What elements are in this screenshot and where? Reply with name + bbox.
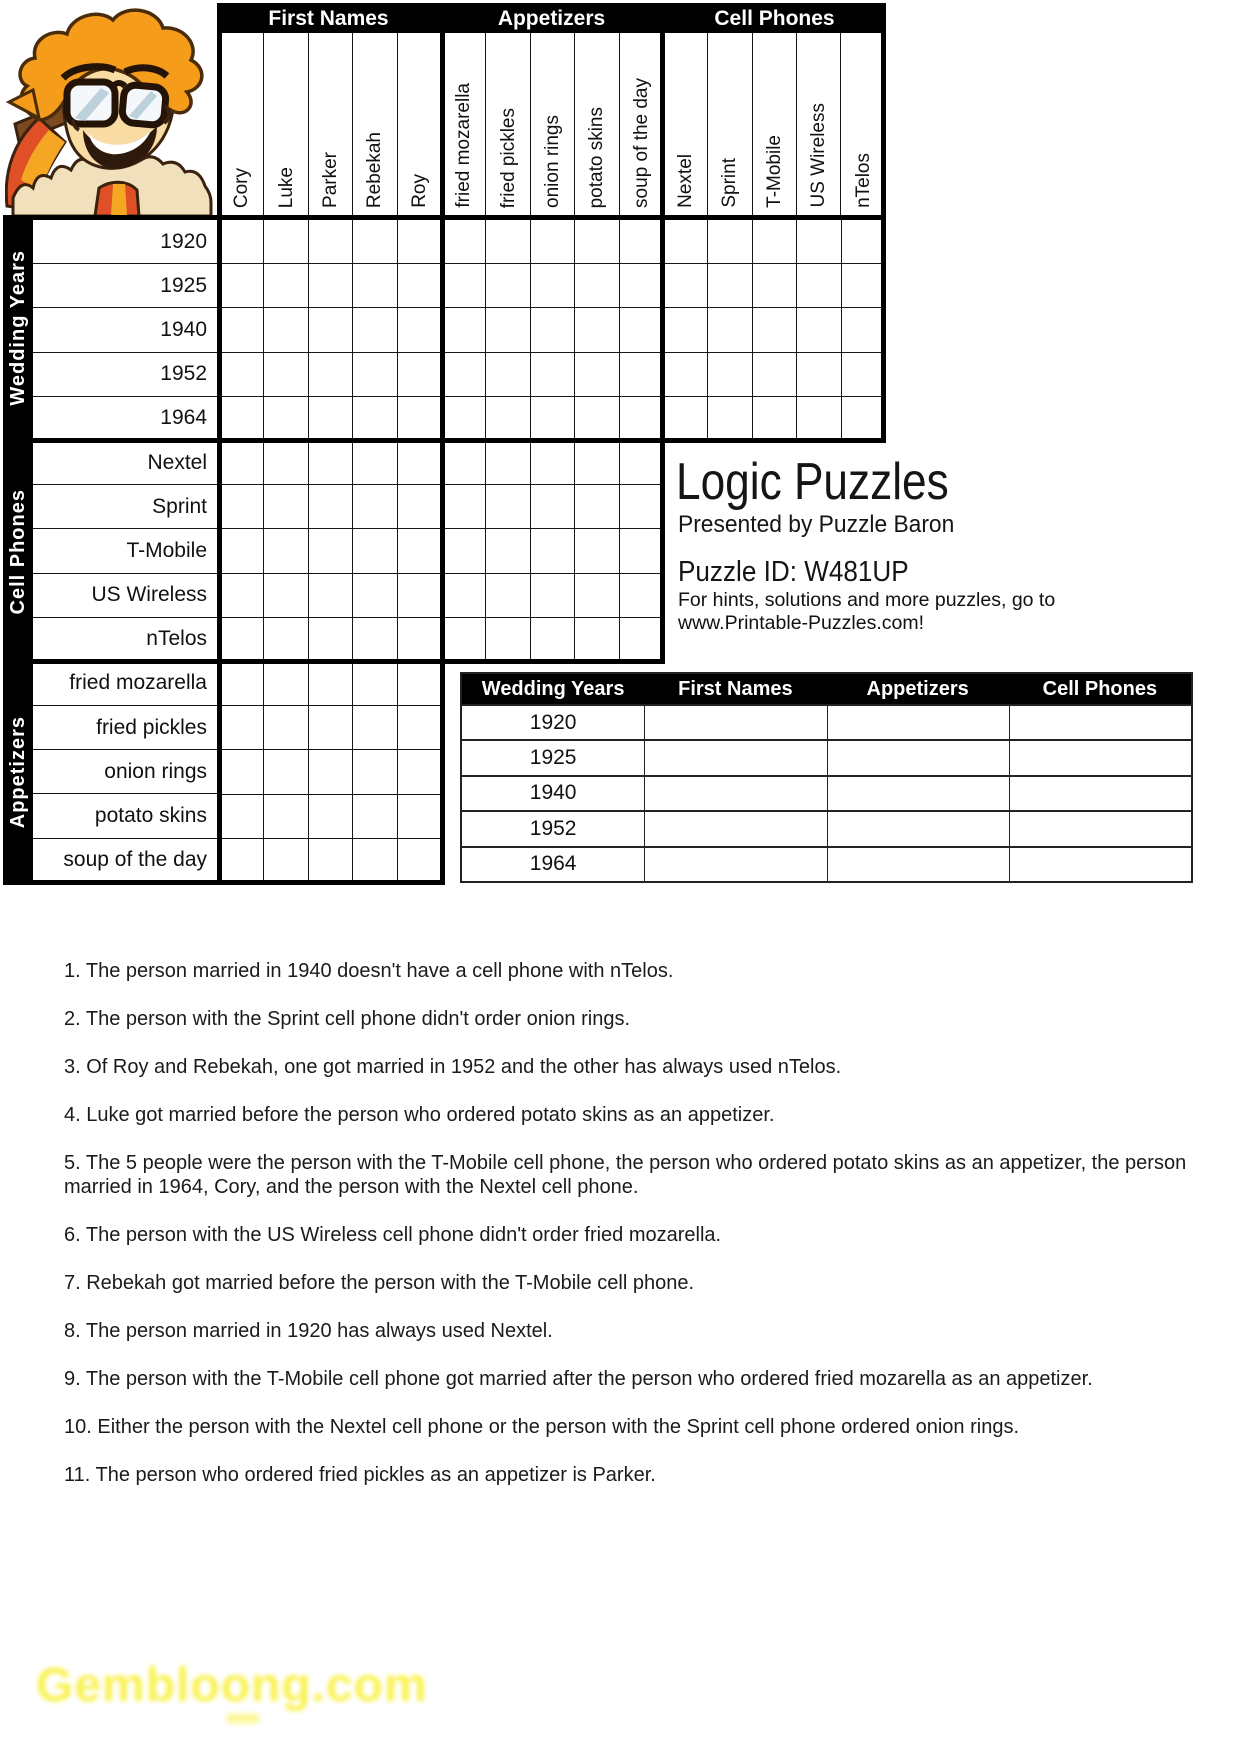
grid-cell[interactable]	[486, 529, 530, 573]
grid-cell[interactable]	[353, 264, 397, 308]
row-label: Nextel	[33, 441, 217, 485]
solution-answer-cell[interactable]	[1009, 775, 1191, 810]
solution-answer-cell[interactable]	[1009, 704, 1191, 739]
solution-answer-cell[interactable]	[827, 704, 1009, 739]
grid-cell[interactable]	[353, 529, 397, 573]
grid-cell[interactable]	[842, 397, 886, 441]
hint-text-line2: www.Printable-Puzzles.com!	[678, 612, 924, 634]
grid-cell[interactable]	[309, 485, 353, 529]
grid-cell[interactable]	[575, 529, 619, 573]
clue: 10. Either the person with the Nextel cell phone or the person with the Sprint cell phone ordered onion rings.	[64, 1415, 1020, 1438]
grid-cell[interactable]	[575, 441, 619, 485]
grid-cell[interactable]	[309, 220, 353, 264]
grid-cell[interactable]	[575, 220, 619, 264]
column-label: US Wireless	[808, 103, 830, 208]
row-group-bar-cell-phones	[3, 441, 33, 662]
clue: 11. The person who ordered fried pickles as an appetizer is Parker.	[64, 1463, 656, 1486]
grid-cell[interactable]	[531, 529, 575, 573]
clue: 2. The person with the Sprint cell phone didn't order onion rings.	[64, 1008, 631, 1030]
clue: 9. The person with the T-Mobile cell phone got married after the person who ordered fried mozarella as an appetizer.	[64, 1367, 1093, 1390]
grid-cell[interactable]	[398, 353, 442, 397]
column-label: Cory	[231, 167, 253, 208]
grid-cell[interactable]	[353, 308, 397, 352]
solution-year-cell: 1940	[462, 775, 644, 810]
grid-cell[interactable]	[664, 353, 708, 397]
column-label-cell	[620, 33, 664, 215]
grid-cell[interactable]	[220, 441, 264, 485]
column-label-cell	[708, 33, 752, 215]
grid-cell[interactable]	[708, 397, 752, 441]
column-label-cell	[841, 33, 885, 215]
grid-cell[interactable]	[309, 264, 353, 308]
grid-cell[interactable]	[442, 397, 486, 441]
solution-answer-cell[interactable]	[644, 810, 826, 845]
grid-cell[interactable]	[708, 308, 752, 352]
grid-block	[664, 220, 886, 441]
grid-cell[interactable]	[442, 529, 486, 573]
page-title: Logic Puzzles	[676, 453, 949, 511]
column-label-cell	[353, 33, 397, 215]
grid-cell[interactable]	[797, 264, 841, 308]
grid-cell[interactable]	[353, 618, 397, 662]
column-label-cell	[753, 33, 797, 215]
row-labels	[33, 220, 217, 883]
grid-cell[interactable]	[309, 308, 353, 352]
grid-cell[interactable]	[398, 795, 442, 839]
grid-line	[881, 3, 886, 443]
grid-cell[interactable]	[398, 529, 442, 573]
grid-cell[interactable]	[531, 574, 575, 618]
grid-cell[interactable]	[708, 220, 752, 264]
clue: 6. The person with the US Wireless cell phone didn't order fried mozarella.	[64, 1223, 722, 1246]
solution-year-cell: 1925	[462, 739, 644, 774]
clue: 1. The person married in 1940 doesn't have a cell phone with nTelos.	[64, 960, 674, 982]
grid-line	[3, 659, 664, 664]
column-label-cell	[398, 33, 442, 215]
solution-year-cell: 1964	[462, 846, 644, 881]
grid-cell[interactable]	[398, 618, 442, 662]
grid-cell[interactable]	[264, 220, 308, 264]
grid-cell[interactable]	[264, 308, 308, 352]
grid-cell[interactable]	[264, 662, 308, 706]
column-label: onion rings	[541, 115, 563, 208]
grid-cell[interactable]	[220, 485, 264, 529]
solution-answer-cell[interactable]	[1009, 810, 1191, 845]
grid-cell[interactable]	[353, 662, 397, 706]
solution-header-wedding-years: Wedding Years	[481, 678, 625, 700]
grid-cell[interactable]	[442, 485, 486, 529]
grid-cell[interactable]	[620, 353, 664, 397]
grid-cell[interactable]	[398, 441, 442, 485]
grid-cell[interactable]	[486, 397, 530, 441]
hair-spike	[9, 90, 39, 118]
column-label-cell	[309, 33, 353, 215]
grid-cell[interactable]	[575, 353, 619, 397]
grid-cell[interactable]	[264, 529, 308, 573]
grid-cell[interactable]	[753, 397, 797, 441]
grid-cell[interactable]	[575, 397, 619, 441]
solution-year-cell: 1952	[462, 810, 644, 845]
grid-cell[interactable]	[575, 308, 619, 352]
solution-table-body	[462, 704, 1191, 881]
grid-block	[442, 441, 664, 662]
clue-list	[64, 960, 1199, 1512]
grid-cell[interactable]	[797, 220, 841, 264]
grid-cell[interactable]	[620, 529, 664, 573]
row-label: 1952	[33, 353, 217, 397]
grid-cell[interactable]	[486, 441, 530, 485]
grid-cell[interactable]	[486, 220, 530, 264]
solution-answer-cell[interactable]	[644, 739, 826, 774]
grid-cell[interactable]	[220, 308, 264, 352]
grid-cell[interactable]	[531, 397, 575, 441]
grid-cell[interactable]	[264, 750, 308, 794]
column-label: Nextel	[675, 154, 697, 208]
grid-cell[interactable]	[398, 662, 442, 706]
watermark-smudge	[226, 1714, 260, 1723]
row-group-title-wedding-years: Wedding Years	[6, 250, 29, 406]
row-label: fried pickles	[33, 706, 217, 750]
solution-header-cell-phones: Cell Phones	[1042, 678, 1158, 700]
column-label-cell	[220, 33, 264, 215]
row-label: 1925	[33, 264, 217, 308]
grid-cell[interactable]	[398, 220, 442, 264]
grid-cell[interactable]	[353, 397, 397, 441]
grid-cell[interactable]	[353, 441, 397, 485]
grid-cell[interactable]	[797, 353, 841, 397]
grid-cell[interactable]	[309, 706, 353, 750]
row-group-title-appetizers: Appetizers	[6, 716, 29, 829]
grid-cell[interactable]	[620, 220, 664, 264]
grid-cell[interactable]	[531, 353, 575, 397]
column-label-cell	[264, 33, 308, 215]
solution-table-header	[462, 674, 1191, 704]
row-label: T-Mobile	[33, 529, 217, 573]
grid-cell[interactable]	[797, 397, 841, 441]
grid-cell[interactable]	[220, 795, 264, 839]
row-label: 1940	[33, 308, 217, 352]
grid-cell[interactable]	[620, 441, 664, 485]
grid-cell[interactable]	[575, 618, 619, 662]
grid-cell[interactable]	[309, 441, 353, 485]
grid-block	[220, 220, 442, 441]
grid-cell[interactable]	[753, 220, 797, 264]
grid-cell[interactable]	[442, 441, 486, 485]
grid-cell[interactable]	[309, 795, 353, 839]
mascot-illustration	[5, 2, 217, 216]
solution-answer-cell[interactable]	[827, 810, 1009, 845]
row-label: nTelos	[33, 618, 217, 662]
grid-cell[interactable]	[398, 485, 442, 529]
solution-answer-cell[interactable]	[1009, 846, 1191, 881]
grid-cell[interactable]	[620, 397, 664, 441]
grid-cell[interactable]	[842, 308, 886, 352]
grid-cell[interactable]	[309, 397, 353, 441]
grid-line	[3, 880, 444, 885]
grid-cell[interactable]	[620, 574, 664, 618]
grid-cell[interactable]	[309, 574, 353, 618]
grid-block	[442, 220, 664, 441]
watermark: Gembloong.com	[36, 1659, 428, 1712]
grid-cell[interactable]	[486, 618, 530, 662]
column-label: T-Mobile	[763, 135, 785, 208]
column-label: soup of the day	[630, 78, 652, 208]
column-label: Roy	[408, 174, 430, 208]
column-label-cell	[442, 33, 486, 215]
clue: 4. Luke got married before the person who ordered potato skins as an appetizer.	[64, 1104, 775, 1126]
row-group-title-cell-phones: Cell Phones	[6, 488, 29, 615]
column-labels	[220, 33, 886, 215]
clue: 7. Rebekah got married before the person with the T-Mobile cell phone.	[64, 1271, 694, 1294]
grid-cell[interactable]	[620, 308, 664, 352]
grid-cell[interactable]	[797, 308, 841, 352]
grid-cell[interactable]	[398, 308, 442, 352]
grid-cell[interactable]	[753, 308, 797, 352]
grid-cell[interactable]	[664, 220, 708, 264]
solution-header-appetizers: Appetizers	[866, 678, 969, 700]
grid-cell[interactable]	[753, 353, 797, 397]
grid-cell[interactable]	[220, 353, 264, 397]
grid-cell[interactable]	[664, 264, 708, 308]
grid-cell[interactable]	[575, 574, 619, 618]
grid-cell[interactable]	[220, 574, 264, 618]
column-label: Sprint	[719, 158, 741, 208]
row-label: onion rings	[33, 750, 217, 794]
column-group-header-bar	[217, 3, 886, 33]
column-label: Luke	[275, 166, 297, 208]
grid-cell[interactable]	[842, 220, 886, 264]
grid-cell[interactable]	[220, 397, 264, 441]
solution-answer-cell[interactable]	[644, 704, 826, 739]
grid-line	[217, 33, 222, 885]
grid-cell[interactable]	[531, 308, 575, 352]
column-label-cell	[531, 33, 575, 215]
solution-year-cell: 1920	[462, 704, 644, 739]
column-label-cell	[797, 33, 841, 215]
clue: 8. The person married in 1920 has always used Nextel.	[64, 1319, 553, 1342]
grid-line	[660, 33, 665, 664]
puzzle-id: Puzzle ID: W481UP	[678, 556, 909, 588]
grid-cell[interactable]	[309, 618, 353, 662]
grid-cell[interactable]	[442, 308, 486, 352]
grid-cell[interactable]	[664, 308, 708, 352]
grid-cell[interactable]	[264, 706, 308, 750]
grid-cell[interactable]	[264, 574, 308, 618]
grid-cell[interactable]	[220, 529, 264, 573]
grid-cell[interactable]	[398, 839, 442, 883]
grid-cell[interactable]	[220, 264, 264, 308]
grid-cell[interactable]	[531, 220, 575, 264]
row-group-bar-wedding-years	[3, 215, 33, 441]
grid-cell[interactable]	[220, 662, 264, 706]
grid-cell[interactable]	[442, 618, 486, 662]
grid-cell[interactable]	[309, 662, 353, 706]
grid-cell[interactable]	[398, 750, 442, 794]
grid-cell[interactable]	[264, 618, 308, 662]
grid-cell[interactable]	[353, 795, 397, 839]
solution-answer-cell[interactable]	[644, 775, 826, 810]
row-label: US Wireless	[33, 574, 217, 618]
grid-cell[interactable]	[486, 574, 530, 618]
grid-cell[interactable]	[620, 618, 664, 662]
column-label: nTelos	[853, 153, 875, 208]
grid-cell[interactable]	[398, 574, 442, 618]
solution-answer-cell[interactable]	[827, 775, 1009, 810]
grid-cell[interactable]	[309, 529, 353, 573]
grid-cell[interactable]	[309, 750, 353, 794]
column-label: fried pickles	[497, 107, 519, 208]
solution-answer-cell[interactable]	[1009, 739, 1191, 774]
grid-cell[interactable]	[264, 839, 308, 883]
grid-cell[interactable]	[398, 706, 442, 750]
grid-cell[interactable]	[531, 264, 575, 308]
column-label: fried mozarella	[453, 83, 475, 208]
row-group-bar-appetizers	[3, 662, 33, 883]
grid-line	[440, 33, 445, 885]
grid-cell[interactable]	[486, 264, 530, 308]
grid-cell[interactable]	[442, 264, 486, 308]
grid-cell[interactable]	[531, 441, 575, 485]
grid-cell[interactable]	[353, 750, 397, 794]
grid-cell[interactable]	[708, 264, 752, 308]
grid-cell[interactable]	[575, 264, 619, 308]
grid-cell[interactable]	[309, 839, 353, 883]
page-subtitle: Presented by Puzzle Baron	[678, 511, 955, 538]
hint-text-line1: For hints, solutions and more puzzles, go to	[678, 589, 1056, 611]
grid-cell[interactable]	[220, 706, 264, 750]
row-label: soup of the day	[33, 839, 217, 883]
grid-cell[interactable]	[353, 485, 397, 529]
grid-cell[interactable]	[442, 220, 486, 264]
grid-cell[interactable]	[353, 353, 397, 397]
grid-cell[interactable]	[264, 485, 308, 529]
row-label: 1920	[33, 220, 217, 264]
grid-block	[220, 441, 442, 662]
grid-cell[interactable]	[620, 264, 664, 308]
grid-cell[interactable]	[398, 264, 442, 308]
grid-cell[interactable]	[309, 353, 353, 397]
grid-cell[interactable]	[220, 750, 264, 794]
column-label-cell	[664, 33, 708, 215]
grid-cell[interactable]	[664, 397, 708, 441]
grid-cell[interactable]	[842, 264, 886, 308]
goggle-bridge	[113, 83, 125, 86]
grid-cell[interactable]	[531, 618, 575, 662]
grid-cell[interactable]	[264, 441, 308, 485]
solution-answer-cell[interactable]	[644, 846, 826, 881]
clue: 3. Of Roy and Rebekah, one got married in 1952 and the other has always used nTelos.	[64, 1056, 842, 1078]
grid-cell[interactable]	[575, 485, 619, 529]
grid-cell[interactable]	[442, 353, 486, 397]
grid-cell[interactable]	[353, 574, 397, 618]
grid-cell[interactable]	[264, 353, 308, 397]
grid-cell[interactable]	[220, 618, 264, 662]
column-group-title-appetizers: Appetizers	[497, 7, 606, 30]
grid-cell[interactable]	[708, 353, 752, 397]
scarf-knot-stripe	[111, 184, 127, 216]
grid-cell[interactable]	[620, 485, 664, 529]
grid-cell[interactable]	[398, 397, 442, 441]
column-label: Parker	[319, 152, 341, 208]
grid-cell[interactable]	[353, 706, 397, 750]
column-label: potato skins	[586, 106, 608, 208]
solution-header-first-names: First Names	[678, 678, 793, 700]
column-label: Rebekah	[364, 131, 386, 208]
solution-answer-cell[interactable]	[827, 739, 1009, 774]
grid-cell[interactable]	[220, 839, 264, 883]
solution-answer-cell[interactable]	[827, 846, 1009, 881]
clue: 5. The 5 people were the person with the T-Mobile cell phone, the person who ordered potato skins as an appetizer, the person married in 1964, Cory, and the person with the Nextel cell phone.	[64, 1152, 1187, 1198]
grid-cell[interactable]	[353, 220, 397, 264]
grid-cell[interactable]	[264, 264, 308, 308]
grid-cell[interactable]	[486, 308, 530, 352]
row-label: Sprint	[33, 485, 217, 529]
column-group-title-first-names: First Names	[268, 7, 389, 30]
grid-cell[interactable]	[264, 795, 308, 839]
row-label: 1964	[33, 397, 217, 441]
grid-cell[interactable]	[753, 264, 797, 308]
grid-cell[interactable]	[531, 485, 575, 529]
grid-cell[interactable]	[220, 220, 264, 264]
grid-cell[interactable]	[486, 485, 530, 529]
grid-cell[interactable]	[486, 353, 530, 397]
grid-cell[interactable]	[264, 397, 308, 441]
grid-cell[interactable]	[353, 839, 397, 883]
row-label: fried mozarella	[33, 662, 217, 706]
column-group-title-cell-phones: Cell Phones	[714, 7, 835, 30]
column-label-cell	[575, 33, 619, 215]
solution-table	[460, 672, 1193, 883]
grid-cell[interactable]	[442, 574, 486, 618]
column-label-cell	[486, 33, 530, 215]
row-label: potato skins	[33, 794, 217, 838]
grid-block	[220, 662, 442, 883]
grid-cell[interactable]	[842, 353, 886, 397]
